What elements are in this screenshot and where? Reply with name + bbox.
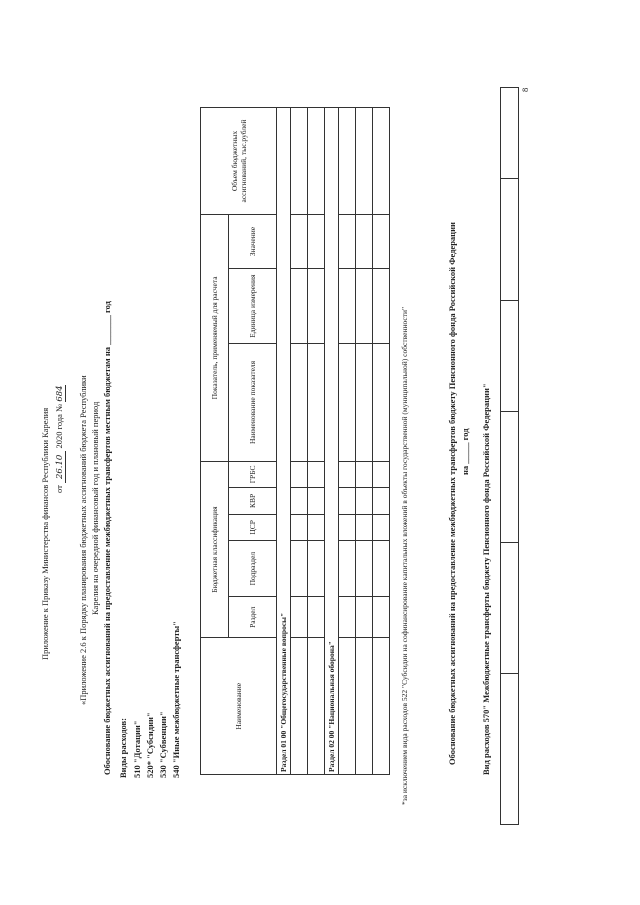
date-year: 2020 года № — [54, 403, 64, 449]
col-name: Наименование — [201, 638, 277, 775]
kind-520: 520* "Субсидии" — [145, 712, 155, 778]
col-budget-class: Бюджетная классификация — [201, 461, 229, 638]
col-indicator: Показатель, применяемый для расчета — [201, 215, 229, 462]
col-unit: Единица измерения — [229, 269, 277, 344]
section2-year: на _____ год — [460, 428, 470, 475]
kind-530: 530 "Субвенции" — [158, 711, 168, 778]
section2-table — [500, 87, 519, 825]
header-line2 — [54, 385, 65, 493]
col-kvr: КВР — [229, 488, 277, 514]
footnote: *за исключением вида расходов 522 "Субсидии на софинансирование капитальных вложений в объекты государственной (муниципальной) собственности" — [400, 306, 409, 805]
table-row — [339, 108, 356, 775]
page-mark: 8 — [520, 87, 530, 92]
col-volume: Объем бюджетных ассигнований, тыс.рублей — [201, 108, 277, 215]
table-row — [291, 108, 308, 775]
section2-title: Обоснование бюджетных ассигнований на предоставление межбюджетных трансфертов бюджету Пенсионного фонда Российской Федерации — [447, 222, 457, 765]
col-razdel: Раздел — [229, 597, 277, 638]
row-section-02: Раздел 02 00 "Национальная оборона" — [325, 108, 339, 775]
handwritten-date: 26.10 — [55, 451, 66, 483]
header-line3: «Приложение 2.6 к Порядку планирования бюджетных ассигнований бюджета Республики — [78, 375, 88, 705]
section1-table — [200, 107, 390, 775]
col-grbs: ГРБС — [229, 461, 277, 487]
kind-510: 510 "Дотации" — [132, 720, 142, 778]
section2-kind: Вид расходов 570" Межбюджетные трансферты бюджету Пенсионного фонда Российской Федерации" — [481, 383, 491, 775]
kinds-title: Виды расходов: — [118, 718, 128, 778]
kind-540: 540 "Иные межбюджетные трансферты" — [171, 621, 181, 778]
table-row — [373, 108, 390, 775]
col-ind-name: Наименование показателя — [229, 344, 277, 462]
table-row — [308, 108, 325, 775]
header-line1: Приложение к Приказу Министерства финансов Республики Карелия — [40, 407, 50, 660]
section1-title: Обоснование бюджетных ассигнований на предоставление межбюджетных трансфертов местным бюджетам на _______ год — [102, 301, 112, 775]
handwritten-number: 684 — [55, 385, 65, 402]
header-line4: Карелия на очередной финансовый год и плановый период — [90, 401, 100, 615]
row-section-01: Раздел 01 00 "Общегосударственные вопросы" — [277, 108, 291, 775]
col-csr: ЦСР — [229, 514, 277, 540]
col-podrazdel: Подраздел — [229, 541, 277, 597]
date-prefix: от — [54, 485, 64, 493]
col-value: Значение — [229, 215, 277, 269]
table-row — [356, 108, 373, 775]
